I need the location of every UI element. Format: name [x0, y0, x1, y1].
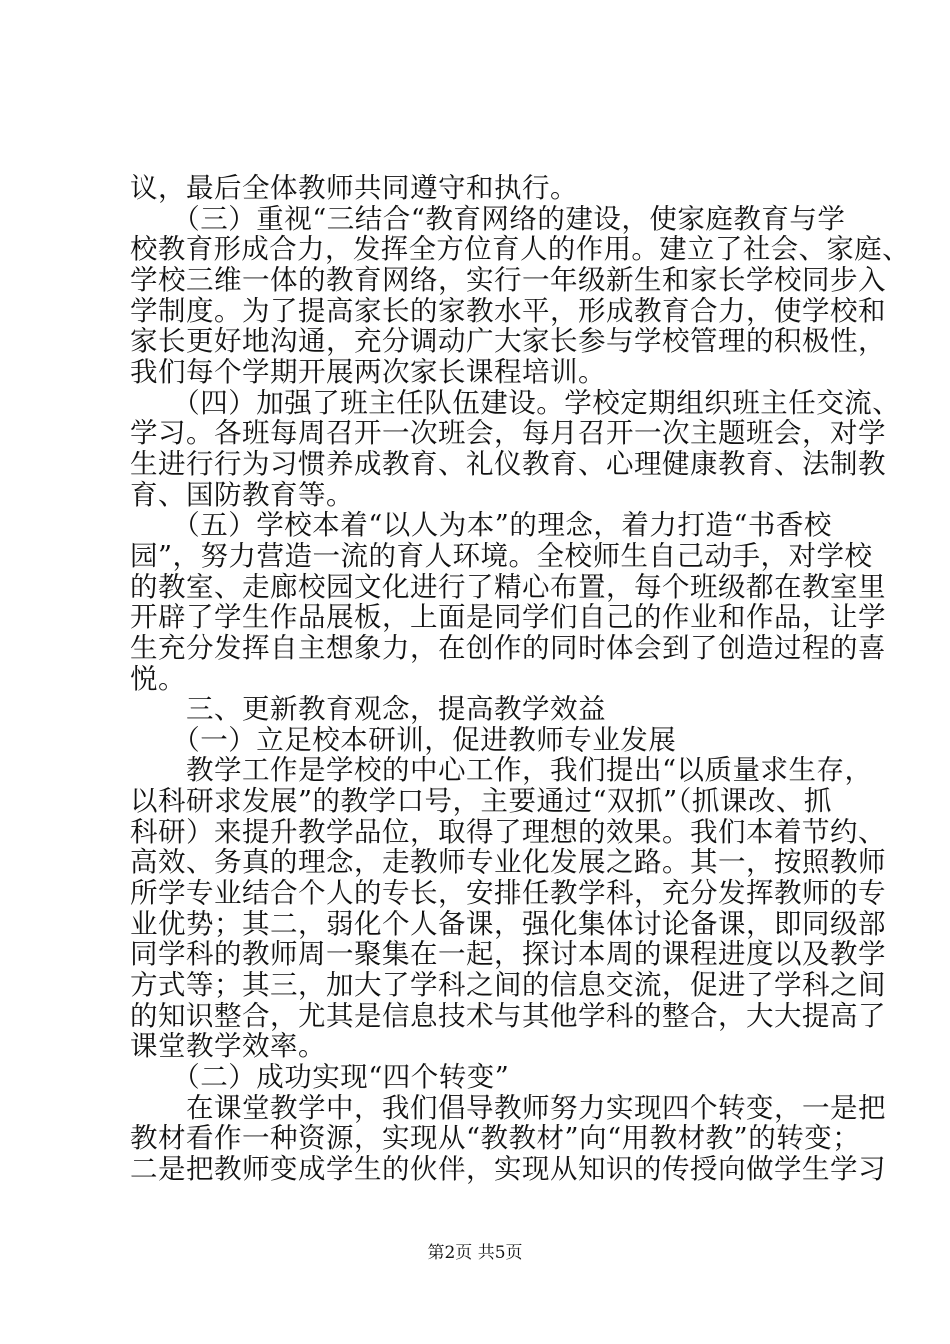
text-line: 悦。: [130, 663, 186, 695]
text-line: 科研）来提升教学品位，取得了理想的效果。我们本着节约、: [130, 816, 886, 848]
text-line: 教材看作一种资源，实现从“教教材”向“用教材教”的转变；: [130, 1122, 861, 1154]
text-line: （三）重视“三结合“教育网络的建设，使家庭教育与学: [130, 203, 846, 235]
text-line: 的教室、走廊校园文化进行了精心布置，每个班级都在教室里: [130, 571, 886, 603]
text-line: 以科研求发展”的教学口号，主要通过“双抓”（抓课改、抓: [130, 785, 832, 817]
text-line: 二是把教师变成学生的伙伴，实现从知识的传授向做学生学习: [130, 1153, 886, 1185]
text-line: 育、国防教育等。: [130, 479, 354, 511]
subsection-heading: （二）成功实现“四个转变”: [130, 1061, 510, 1093]
text-line: 教学工作是学校的中心工作，我们提出“以质量求生存，: [130, 754, 873, 786]
text-line: 园”，努力营造一流的育人环境。全校师生自己动手，对学校: [130, 540, 873, 572]
text-line: 业优势；其二，弱化个人备课，强化集体讨论备课，即同级部: [130, 908, 886, 940]
text-line: （四）加强了班主任队伍建设。学校定期组织班主任交流、: [130, 387, 901, 419]
page-number-footer: 第2页 共5页: [427, 1243, 523, 1263]
text-line: 校教育形成合力，发挥全方位育人的作用。建立了社会、家庭、: [130, 233, 911, 265]
text-line: 学校三维一体的教育网络，实行一年级新生和家长学校同步入: [130, 264, 886, 296]
text-line: 在课堂教学中，我们倡导教师努力实现四个转变，一是把: [130, 1092, 886, 1124]
text-line: 学习。各班每周召开一次班会，每月召开一次主题班会，对学: [130, 417, 886, 449]
text-line: （五）学校本着“以人为本”的理念，着力打造“书香校: [130, 509, 832, 541]
text-line: 家长更好地沟通，充分调动广大家长参与学校管理的积极性，: [130, 325, 886, 357]
subsection-heading: （一）立足校本研训，促进教师专业发展: [130, 724, 677, 756]
text-line: 同学科的教师周一聚集在一起，探讨本周的课程进度以及教学: [130, 938, 886, 970]
text-line: 议，最后全体教师共同遵守和执行。: [130, 172, 578, 204]
text-line: 生进行行为习惯养成教育、礼仪教育、心理健康教育、法制教: [130, 448, 886, 480]
text-line: 我们每个学期开展两次家长课程培训。: [130, 356, 606, 388]
section-heading: 三、更新教育观念，提高教学效益: [130, 693, 606, 725]
text-line: 学制度。为了提高家长的家教水平，形成教育合力，使学校和: [130, 295, 886, 327]
text-line: 开辟了学生作品展板，上面是同学们自己的作业和作品，让学: [130, 601, 886, 633]
text-line: 所学专业结合个人的专长，安排任教学科，充分发挥教师的专: [130, 877, 886, 909]
text-line: 课堂教学效率。: [130, 1030, 326, 1062]
text-line: 的知识整合，尤其是信息技术与其他学科的整合，大大提高了: [130, 1000, 886, 1032]
text-line: 高效、务真的理念，走教师专业化发展之路。其一，按照教师: [130, 846, 886, 878]
text-line: 生充分发挥自主想象力，在创作的同时体会到了创造过程的喜: [130, 632, 886, 664]
text-line: 方式等；其三，加大了学科之间的信息交流，促进了学科之间: [130, 969, 886, 1001]
